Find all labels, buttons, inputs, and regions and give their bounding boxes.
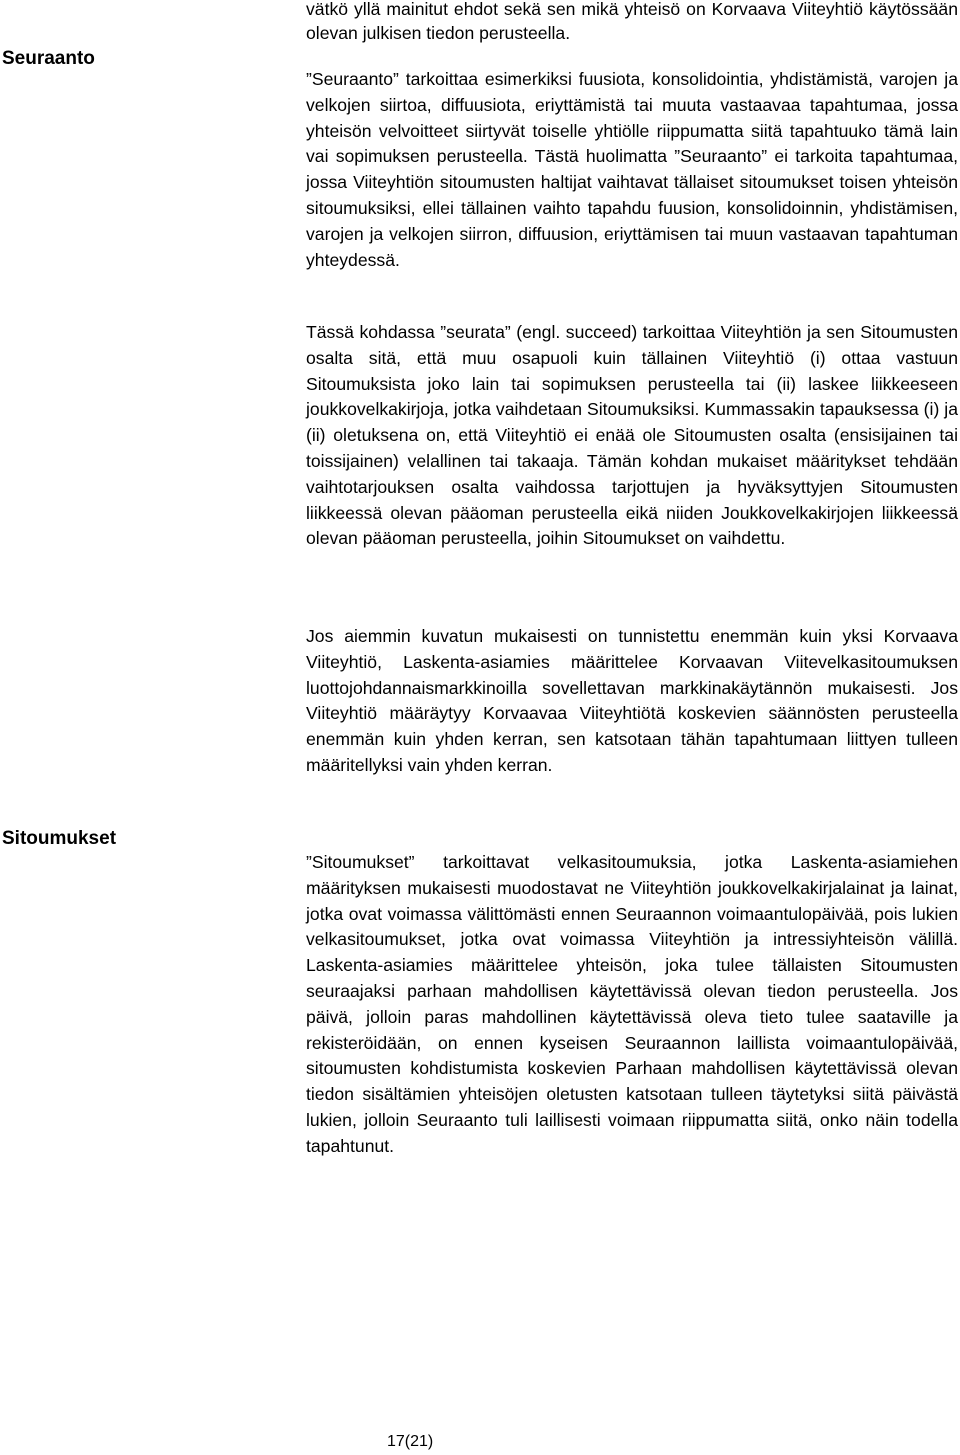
paragraph-seuraanto-definition: ”Seuraanto” tarkoittaa esimerkiksi fuusiota, konsolidointia, yhdistämistä, varojen ja velkojen siirtoa, diffuusiota, eriyttämistä tai muuta vastaavaa tapahtumaa, jossa yhteisön velvoitteet siirtyvät toiselle yhtiölle riippumatta siitä tapahtuuko tämä lain vai sopimuksen perusteella. Tästä huolimatta ”Seuraanto” ei tarkoita tapahtumaa, jossa Viiteyhtiön sitoumusten haltijat vaihtavat tällaiset sitoumukset toisen yhteisön sitoumuksiksi, ellei tällainen vaihto tapahdu fuusion, konsolidoinnin, yhdistämisen, varojen ja velkojen siirron, diffuusion, eriyttämisen tai muun vastaavan tapahtuman yhteydessä. — [306, 69, 958, 270]
paragraph-seurata-definition: Tässä kohdassa ”seurata” (engl. succeed) tarkoittaa Viiteyhtiön ja sen Sitoumusten osalta sitä, että muu osapuoli kuin tällainen Viiteyhtiö (i) ottaa vastuun Sitoumuksista joko lain tai sopimuksen perusteella tai (ii) laskee liikkeeseen joukkovelkakirjoja, jotka vaihdetaan Sitoumuksiksi. Kummassakin tapauksessa (i) ja (ii) oletuksena on, että Viiteyhtiö ei enää ole Sitoumusten osalta (ensisijainen tai toissijainen) velallinen tai takaaja. Tämän kohdan mukaiset määritykset tehdään vaihtotarjouksen osalta vaihdossa tarjottujen ja hyväksyttyjen Sitoumusten liikkeessä olevan pääoman perusteella eikä niiden Joukkovelkakirjojen liikkeessä olevan pääoman perusteella, joihin Sitoumukset on vaihdettu. — [306, 322, 958, 549]
term-sitoumukset: Sitoumukset — [2, 828, 117, 849]
page-number: 17(21) — [387, 1433, 434, 1450]
paragraph-multiple-successors: Jos aiemmin kuvatun mukaisesti on tunnistettu enemmän kuin yksi Korvaava Viiteyhtiö, Laskenta-asiamies määrittelee Korvaavan Viitevelkasitoumuksen luottojohdannaismarkkinoilla sovellettavan markkinakäytännön mukaisesti. Jos Viiteyhtiö määräytyy Korvaavaa Viiteyhtiötä koskevien säännösten perusteella enemmän kuin yhden kerran, sen katsotaan tähän tapahtumaan liittyen tulleen määritellyksi vain yhden kerran. — [306, 626, 958, 775]
term-seuraanto: Seuraanto — [2, 48, 95, 69]
paragraph-sitoumukset-definition: ”Sitoumukset” tarkoittavat velkasitoumuksia, jotka Laskenta-asiamiehen määrityksen mukaisesti muodostavat ne Viiteyhtiön joukkovelkakirjalainat ja lainat, jotka ovat voimassa välittömästi ennen Seuraannon voimaantulopäivää, pois lukien velkasitoumukset, jotka ovat voimassa Viiteyhtiön ja intressiyhteisön välillä. Laskenta-asiamies määrittelee yhteisön, joka tulee tällaisten Sitoumusten seuraajaksi parhaan mahdollisen käytettävissä olevan tiedon perusteella. Jos päivä, jolloin paras mahdollinen käytettävissä oleva tieto tulee saataville ja rekisteröidään, on ennen kyseisen Seuraannon laillista voimaantulopäivää, sitoumusten kohdistumista koskevien Parhaan mahdollisen käytettävissä olevan tiedon sisältämien yhteisöjen oletusten katsotaan tulleen täytetyksi siitä päivästä lukien, jolloin Seuraanto tuli laillisesti voimaan riippumatta siitä, onko näin todella tapahtunut. — [306, 852, 958, 1156]
paragraph-continuation: vätkö yllä mainitut ehdot sekä sen mikä yhteisö on Korvaava Viiteyhtiö käytössään olevan julkisen tiedon perusteella. — [306, 0, 958, 43]
